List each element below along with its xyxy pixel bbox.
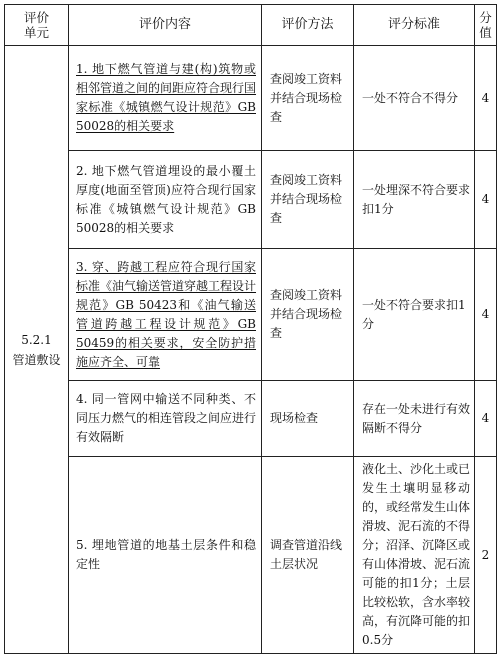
row-method: 调查管道沿线土层状况 (262, 457, 354, 654)
table-row (5, 381, 497, 457)
row-criteria: 一处不符合要求扣1分 (354, 249, 475, 381)
row-method: 现场检查 (262, 381, 354, 457)
row-criteria: 液化土、沙化土或已发生土壤明显移动的，或经常发生山体滑坡、泥石流的不得分；沼泽、沉降区或有山体滑坡、泥石流可能的扣1分；土层比较松软，含水率较高，有沉降可能的扣0.5分 (354, 457, 475, 654)
row-content: 3. 穿、跨越工程应符合现行国家标准《油气输送管道穿越工程设计规范》GB 50423和《油气输送管道跨越工程设计规范》GB 50459的相关要求，安全防护措施应齐全、可靠 (69, 249, 262, 381)
header-unit: 评价 单元 (5, 5, 69, 46)
table-row (5, 46, 497, 151)
header-score: 分 值 (475, 5, 497, 46)
row-score: 4 (475, 249, 497, 381)
row-content: 4. 同一管网中输送不同种类、不同压力燃气的相连管段之间应进行有效隔断 (69, 381, 262, 457)
row-criteria: 一处埋深不符合要求扣1分 (354, 151, 475, 249)
row-method: 查阅竣工资料并结合现场检查 (262, 46, 354, 151)
evaluation-table (4, 4, 497, 654)
row-score: 2 (475, 457, 497, 654)
row-method: 查阅竣工资料并结合现场检查 (262, 249, 354, 381)
table-row (5, 151, 497, 249)
row-criteria: 存在一处未进行有效隔断不得分 (354, 381, 475, 457)
row-content: 2. 地下燃气管道埋设的最小覆土厚度(地面至管顶)应符合现行国家标准《城镇燃气设计规范》GB 50028的相关要求 (69, 151, 262, 249)
row-content: 5. 埋地管道的地基土层条件和稳定性 (69, 457, 262, 654)
unit-name: 管道敷设 (12, 352, 61, 367)
row-score: 4 (475, 151, 497, 249)
row-score: 4 (475, 46, 497, 151)
row-score: 4 (475, 381, 497, 457)
header-method: 评价方法 (262, 5, 354, 46)
header-content: 评价内容 (69, 5, 262, 46)
table-header-row (5, 5, 497, 46)
row-content: 1. 地下燃气管道与建(构)筑物或相邻管道之间的间距应符合现行国家标准《城镇燃气设计规范》GB 50028的相关要求 (69, 46, 262, 151)
row-criteria: 一处不符合不得分 (354, 46, 475, 151)
header-criteria: 评分标准 (354, 5, 475, 46)
unit-cell (5, 46, 69, 654)
row-method: 查阅竣工资料并结合现场检查 (262, 151, 354, 249)
unit-code: 5.2.1 (21, 332, 52, 347)
table-row (5, 249, 497, 381)
table-row (5, 457, 497, 654)
